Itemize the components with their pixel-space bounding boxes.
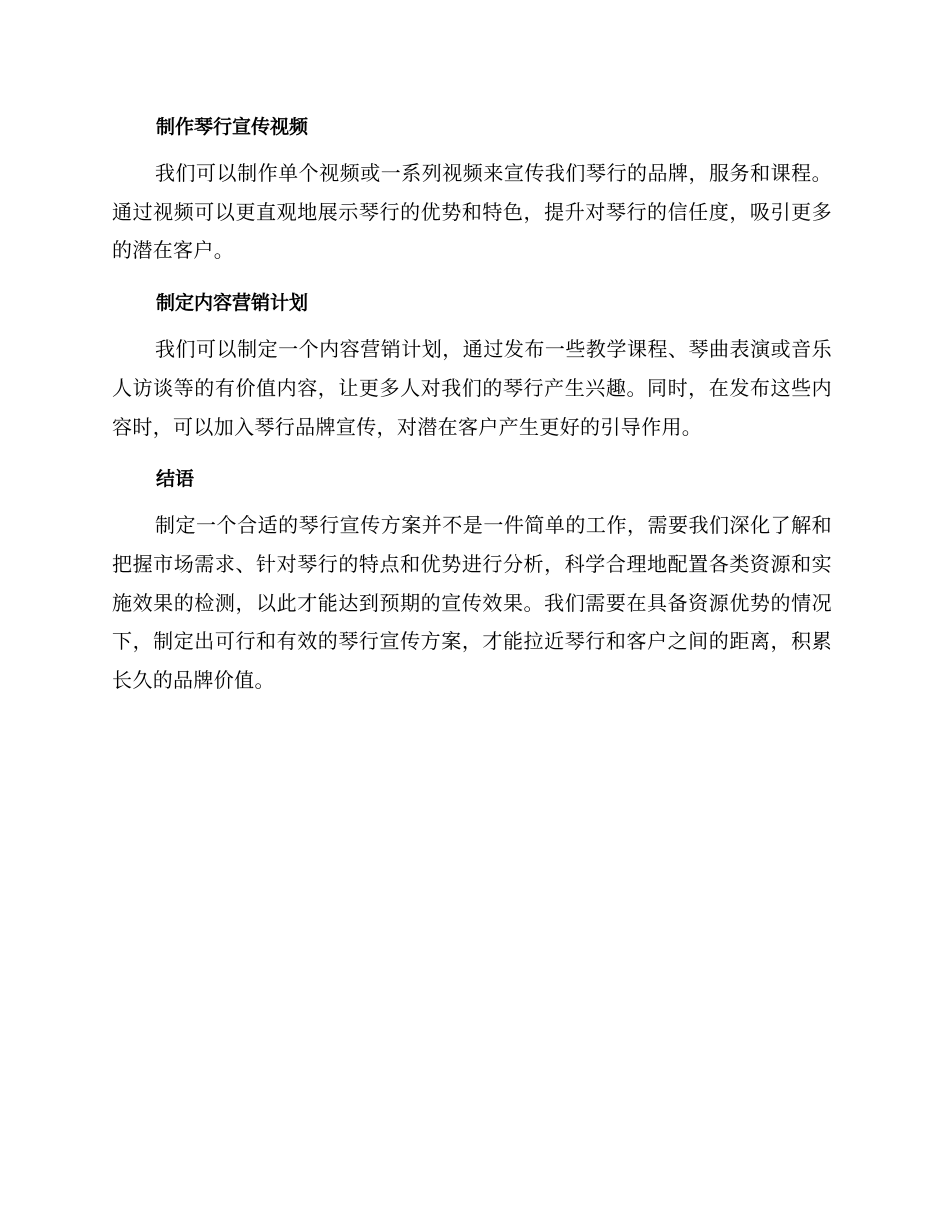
section-paragraph: 我们可以制定一个内容营销计划，通过发布一些教学课程、琴曲表演或音乐人访谈等的有价值内容，让更多人对我们的琴行产生兴趣。同时，在发布这些内容时，可以加入琴行品牌宣传，对潜在客户产生更好的引导作用。 [112, 337, 832, 439]
section-content-marketing [112, 284, 832, 446]
section-heading: 结语 [156, 468, 195, 491]
section-conclusion [112, 460, 832, 700]
section-heading: 制定内容营销计划 [156, 292, 309, 315]
document-page [112, 108, 832, 714]
section-promo-video [112, 108, 832, 270]
section-paragraph: 制定一个合适的琴行宣传方案并不是一件简单的工作，需要我们深化了解和把握市场需求、针对琴行的特点和优势进行分析，科学合理地配置各类资源和实施效果的检测，以此才能达到预期的宣传效果。我们需要在具备资源优势的情况下，制定出可行和有效的琴行宣传方案，才能拉近琴行和客户之间的距离，积累长久的品牌价值。 [112, 513, 832, 693]
section-heading: 制作琴行宣传视频 [156, 116, 309, 138]
section-paragraph: 我们可以制作单个视频或一系列视频来宣传我们琴行的品牌，服务和课程。通过视频可以更直观地展示琴行的优势和特色，提升对琴行的信任度，吸引更多的潜在客户。 [112, 161, 832, 263]
